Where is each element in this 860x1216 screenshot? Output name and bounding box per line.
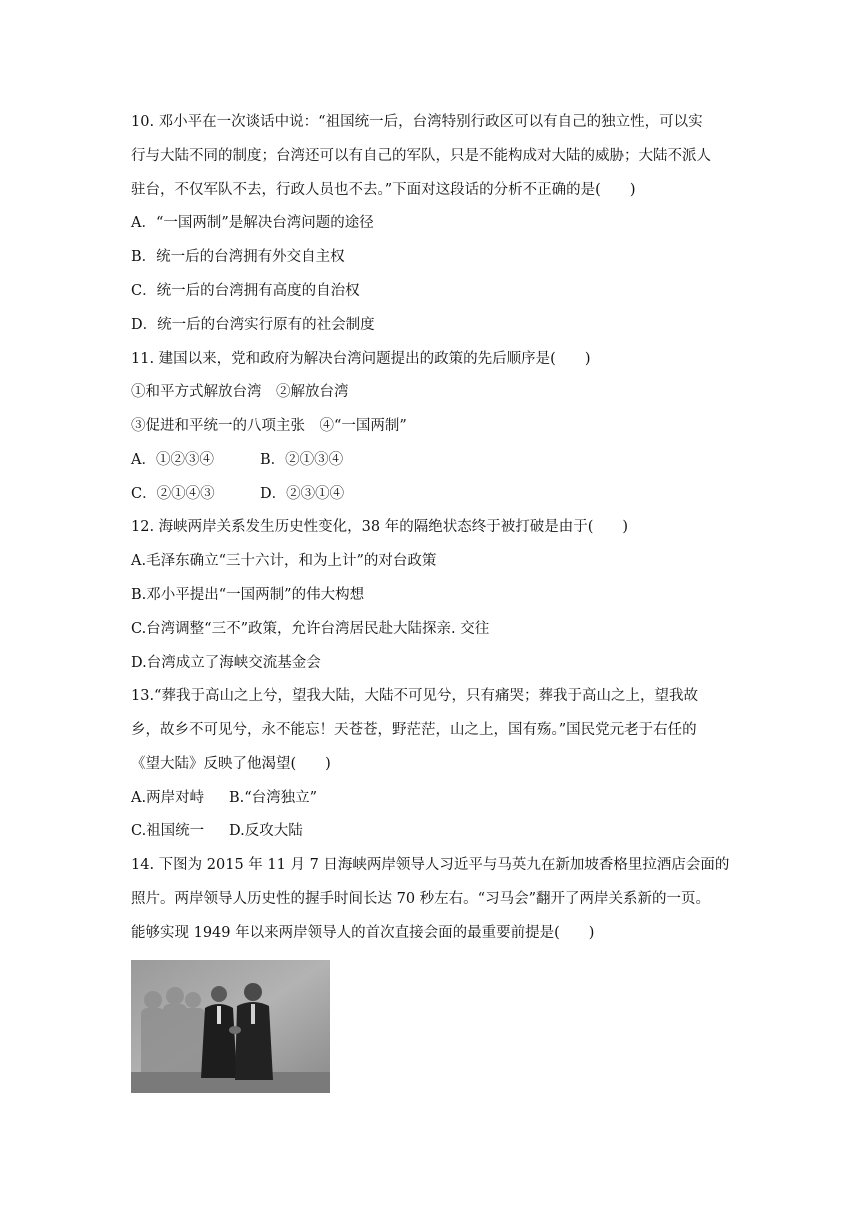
q13-stem-line-2: 乡，故乡不可见兮，永不能忘！天苍苍，野茫茫，山之上，国有殇。”国民党元老于右任的 xyxy=(131,722,697,738)
q11-items-line-1: ①和平方式解放台湾 ②解放台湾 xyxy=(131,384,349,400)
q11-option-a: A．①②③④ xyxy=(131,452,214,468)
q13-option-b: B.“台湾独立” xyxy=(229,790,318,806)
q13-stem-line-3: 《望大陆》反映了他渴望( ) xyxy=(131,756,331,772)
q12-option-d: D.台湾成立了海峡交流基金会 xyxy=(131,655,321,671)
q13-stem-line-1: 13.“葬我于高山之上兮，望我大陆，大陆不可见兮，只有痛哭；葬我于高山之上，望我故 xyxy=(131,688,698,704)
q13-option-c: C.祖国统一 xyxy=(131,823,205,839)
q10-option-d: D．统一后的台湾实行原有的社会制度 xyxy=(131,317,375,333)
q11-option-c: C．②①④③ xyxy=(131,486,215,502)
q10-stem-line-2: 行与大陆不同的制度；台湾还可以有自己的军队，只是不能构成对大陆的威胁；大陆不派人 xyxy=(131,148,711,164)
q14-stem-line-3: 能够实现 1949 年以来两岸领导人的首次直接会面的最重要前提是( ) xyxy=(131,925,595,941)
q10-stem-line-1: 10. 邓小平在一次谈话中说：“祖国统一后，台湾特别行政区可以有自己的独立性，可以实 xyxy=(131,114,703,130)
q12-stem: 12. 海峡两岸关系发生历史性变化，38 年的隔绝状态终于被打破是由于( ) xyxy=(131,519,629,535)
q12-option-c: C.台湾调整“三不”政策，允许台湾居民赴大陆探亲. 交往 xyxy=(131,621,490,637)
q10-stem-line-3: 驻台，不仅军队不去，行政人员也不去。”下面对这段话的分析不正确的是( ) xyxy=(131,182,636,198)
q10-option-a: A．“一国两制”是解决台湾问题的途径 xyxy=(131,215,374,231)
q11-option-b: B．②①③④ xyxy=(260,452,344,468)
q12-option-a: A.毛泽东确立“三十六计，和为上计”的对台政策 xyxy=(131,553,437,569)
q11-option-d: D．②③①④ xyxy=(260,486,345,502)
q10-option-b: B．统一后的台湾拥有外交自主权 xyxy=(131,249,345,265)
q11-items-line-2: ③促进和平统一的八项主张 ④“一国两制” xyxy=(131,418,407,434)
q11-stem: 11. 建国以来，党和政府为解决台湾问题提出的政策的先后顺序是( ) xyxy=(131,351,591,367)
q14-stem-line-2: 照片。两岸领导人历史性的握手时间长达 70 秒左右。“习马会”翻开了两岸关系新的一页。 xyxy=(131,891,710,907)
handshake-photo xyxy=(131,960,330,1093)
q13-option-a: A.两岸对峙 xyxy=(131,790,205,806)
q12-option-b: B.邓小平提出“一国两制”的伟大构想 xyxy=(131,587,365,603)
q13-option-d: D.反攻大陆 xyxy=(229,823,303,839)
q14-stem-line-1: 14. 下图为 2015 年 11 月 7 日海峡两岸领导人习近平与马英九在新加坡香格里拉酒店会面的 xyxy=(131,857,730,873)
q10-option-c: C．统一后的台湾拥有高度的自治权 xyxy=(131,283,360,299)
